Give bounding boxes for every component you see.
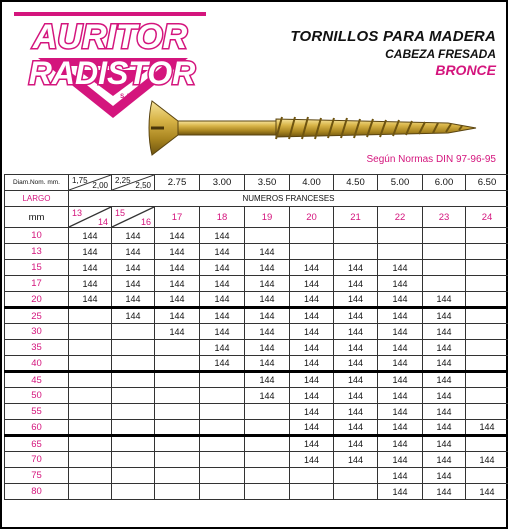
- quantity-cell: [466, 340, 508, 356]
- quantity-cell: 144: [155, 244, 200, 260]
- quantity-cell: [69, 420, 112, 436]
- diameter-row: [5, 175, 508, 191]
- quantity-cell: 144: [200, 308, 245, 324]
- quantity-cell: 144: [200, 340, 245, 356]
- table-row: [5, 468, 508, 484]
- quantity-cell: 144: [334, 420, 378, 436]
- table-row: [5, 404, 508, 420]
- length-cell: 45: [5, 372, 69, 388]
- numeros-label: NUMEROS FRANCESES: [69, 191, 508, 207]
- length-cell: 10: [5, 228, 69, 244]
- quantity-cell: [423, 276, 466, 292]
- quantity-cell: 144: [423, 308, 466, 324]
- quantity-cell: 144: [112, 292, 155, 308]
- quantity-cell: [200, 388, 245, 404]
- number-cell: 20: [290, 207, 334, 228]
- quantity-cell: 144: [290, 324, 334, 340]
- length-cell: 70: [5, 452, 69, 468]
- quantity-cell: 144: [69, 260, 112, 276]
- quantity-cell: [69, 372, 112, 388]
- quantity-cell: [112, 388, 155, 404]
- quantity-cell: [290, 484, 334, 500]
- quantity-cell: 144: [334, 276, 378, 292]
- length-cell: 50: [5, 388, 69, 404]
- quantity-cell: 144: [290, 452, 334, 468]
- quantity-cell: 144: [245, 292, 290, 308]
- length-cell: 75: [5, 468, 69, 484]
- quantity-cell: 144: [245, 308, 290, 324]
- num-split-bottom: 14: [97, 217, 108, 227]
- quantity-cell: 144: [334, 388, 378, 404]
- quantity-cell: 144: [378, 356, 423, 372]
- largo-label: LARGO: [5, 191, 69, 207]
- quantity-cell: 144: [423, 324, 466, 340]
- quantity-cell: 144: [69, 292, 112, 308]
- length-cell: 15: [5, 260, 69, 276]
- quantity-cell: [466, 356, 508, 372]
- table-row: [5, 420, 508, 436]
- quantity-cell: 144: [155, 308, 200, 324]
- quantity-cell: [245, 228, 290, 244]
- number-cell: 24: [466, 207, 508, 228]
- quantity-cell: 144: [290, 308, 334, 324]
- diameter-cell: 3.50: [245, 175, 290, 191]
- quantity-cell: 144: [423, 484, 466, 500]
- number-cell: 22: [378, 207, 423, 228]
- table-row: [5, 484, 508, 500]
- num-split-top: 15: [115, 208, 126, 218]
- quantity-cell: 144: [378, 324, 423, 340]
- material-label: BRONCE: [435, 62, 496, 78]
- quantity-cell: [245, 404, 290, 420]
- num-split-top: 13: [72, 208, 83, 218]
- quantity-cell: 144: [334, 340, 378, 356]
- diameter-cell: 3.00: [200, 175, 245, 191]
- table-row: [5, 436, 508, 452]
- quantity-cell: [466, 276, 508, 292]
- quantity-cell: 144: [423, 468, 466, 484]
- quantity-cell: 144: [423, 404, 466, 420]
- quantity-cell: [200, 420, 245, 436]
- quantity-cell: [334, 484, 378, 500]
- table-row: [5, 356, 508, 372]
- quantity-cell: [112, 452, 155, 468]
- quantity-cell: 144: [245, 324, 290, 340]
- quantity-cell: 144: [290, 420, 334, 436]
- diameter-cell: 2.75: [155, 175, 200, 191]
- quantity-cell: [466, 468, 508, 484]
- quantity-cell: [334, 244, 378, 260]
- quantity-cell: 144: [112, 244, 155, 260]
- quantity-cell: 144: [423, 356, 466, 372]
- quantity-cell: [466, 372, 508, 388]
- table-row: [5, 388, 508, 404]
- screw-illustration: [148, 97, 482, 159]
- quantity-cell: [466, 308, 508, 324]
- quantity-cell: 144: [245, 276, 290, 292]
- quantity-cell: [112, 420, 155, 436]
- quantity-cell: 144: [290, 260, 334, 276]
- diameter-cell: 5.00: [378, 175, 423, 191]
- quantity-cell: 144: [200, 324, 245, 340]
- quantity-cell: [155, 372, 200, 388]
- diam-split-top: 1,75: [72, 176, 88, 185]
- quantity-cell: 144: [334, 356, 378, 372]
- quantity-cell: [423, 260, 466, 276]
- quantity-cell: 144: [200, 260, 245, 276]
- quantity-cell: [378, 244, 423, 260]
- diam-split-bottom: 2,00: [92, 181, 108, 190]
- quantity-cell: 144: [423, 340, 466, 356]
- quantity-cell: 144: [245, 356, 290, 372]
- quantity-cell: [466, 260, 508, 276]
- quantity-cell: 144: [200, 356, 245, 372]
- page-subtitle: CABEZA FRESADA: [385, 47, 496, 61]
- quantity-cell: [112, 372, 155, 388]
- diam-label: Diam.Nom. mm.: [5, 175, 69, 191]
- table-row: [5, 308, 508, 324]
- quantity-cell: 144: [334, 436, 378, 452]
- quantity-cell: [423, 244, 466, 260]
- quantity-cell: [112, 324, 155, 340]
- quantity-cell: [200, 436, 245, 452]
- mm-label: mm: [5, 207, 69, 228]
- diameter-cell: 6.00: [423, 175, 466, 191]
- quantity-cell: [245, 420, 290, 436]
- quantity-cell: [155, 484, 200, 500]
- quantity-cell: [378, 228, 423, 244]
- table-row: [5, 260, 508, 276]
- brand-bottom-text: RADISTOR: [28, 55, 196, 91]
- diam-split-bottom: 2,50: [135, 181, 151, 190]
- quantity-cell: 144: [378, 372, 423, 388]
- quantity-cell: [69, 468, 112, 484]
- quantity-cell: [155, 404, 200, 420]
- quantity-cell: 144: [69, 276, 112, 292]
- length-cell: 30: [5, 324, 69, 340]
- quantity-cell: 144: [290, 372, 334, 388]
- quantity-cell: [112, 484, 155, 500]
- number-cell: 18: [200, 207, 245, 228]
- quantity-cell: 144: [290, 388, 334, 404]
- quantity-cell: [69, 324, 112, 340]
- quantity-cell: [155, 340, 200, 356]
- quantity-cell: 144: [155, 228, 200, 244]
- diam-split-cell: [69, 175, 112, 191]
- quantity-cell: [112, 404, 155, 420]
- diameter-cell: 4.50: [334, 175, 378, 191]
- quantity-cell: [69, 404, 112, 420]
- quantity-cell: [334, 228, 378, 244]
- num-split-cell: [112, 207, 155, 228]
- quantity-cell: 144: [155, 260, 200, 276]
- quantity-cell: 144: [334, 260, 378, 276]
- quantity-cell: 144: [245, 260, 290, 276]
- quantity-cell: [466, 292, 508, 308]
- quantity-cell: 144: [245, 372, 290, 388]
- quantity-cell: 144: [290, 356, 334, 372]
- quantity-cell: [112, 436, 155, 452]
- quantity-cell: [200, 484, 245, 500]
- quantity-cell: [423, 228, 466, 244]
- quantity-cell: [245, 468, 290, 484]
- quantity-cell: [290, 228, 334, 244]
- quantity-cell: 144: [378, 484, 423, 500]
- quantity-cell: 144: [200, 244, 245, 260]
- length-cell: 60: [5, 420, 69, 436]
- quantity-cell: 144: [69, 244, 112, 260]
- quantity-cell: 144: [200, 228, 245, 244]
- quantity-cell: [290, 468, 334, 484]
- table-row: [5, 324, 508, 340]
- quantity-cell: 144: [334, 372, 378, 388]
- length-cell: 20: [5, 292, 69, 308]
- quantity-cell: 144: [200, 276, 245, 292]
- quantity-cell: [200, 468, 245, 484]
- quantity-cell: 144: [466, 484, 508, 500]
- table-row: [5, 228, 508, 244]
- quantity-cell: 144: [378, 292, 423, 308]
- quantity-cell: [69, 436, 112, 452]
- quantity-cell: [155, 388, 200, 404]
- quantity-cell: 144: [378, 308, 423, 324]
- quantity-cell: 144: [155, 324, 200, 340]
- diam-split-cell: [112, 175, 155, 191]
- quantity-cell: 144: [245, 388, 290, 404]
- number-cell: 21: [334, 207, 378, 228]
- quantity-cell: [334, 468, 378, 484]
- quantity-cell: 144: [200, 292, 245, 308]
- quantity-cell: 144: [466, 452, 508, 468]
- quantity-cell: 144: [112, 228, 155, 244]
- diameter-cell: 6.50: [466, 175, 508, 191]
- quantity-cell: [245, 436, 290, 452]
- quantity-cell: 144: [378, 388, 423, 404]
- quantity-cell: 144: [378, 436, 423, 452]
- brand-top-text: AURITOR: [32, 18, 188, 56]
- length-cell: 40: [5, 356, 69, 372]
- quantity-cell: 144: [423, 452, 466, 468]
- quantity-cell: [69, 452, 112, 468]
- length-cell: 80: [5, 484, 69, 500]
- number-cell: 23: [423, 207, 466, 228]
- quantity-cell: [466, 324, 508, 340]
- diam-split-top: 2,25: [115, 176, 131, 185]
- quantity-cell: [245, 484, 290, 500]
- quantity-cell: 144: [112, 276, 155, 292]
- quantity-cell: 144: [423, 420, 466, 436]
- quantity-cell: [466, 404, 508, 420]
- quantity-cell: 144: [423, 372, 466, 388]
- quantity-cell: [69, 340, 112, 356]
- number-cell: 17: [155, 207, 200, 228]
- quantity-cell: [245, 452, 290, 468]
- quantity-cell: [69, 356, 112, 372]
- quantity-cell: 144: [334, 324, 378, 340]
- quantity-cell: 144: [334, 404, 378, 420]
- quantity-cell: 144: [334, 292, 378, 308]
- quantity-cell: 144: [423, 388, 466, 404]
- length-cell: 17: [5, 276, 69, 292]
- quantity-cell: 144: [290, 436, 334, 452]
- quantity-cell: 144: [334, 308, 378, 324]
- length-cell: 25: [5, 308, 69, 324]
- quantity-cell: [112, 340, 155, 356]
- table-row: [5, 452, 508, 468]
- quantity-cell: [155, 452, 200, 468]
- quantity-cell: 144: [69, 228, 112, 244]
- quantity-cell: 144: [378, 404, 423, 420]
- quantity-cell: [290, 244, 334, 260]
- size-table: [4, 174, 508, 500]
- title-block: [290, 28, 496, 78]
- table-row: [5, 244, 508, 260]
- quantity-cell: 144: [112, 260, 155, 276]
- quantity-cell: [466, 436, 508, 452]
- quantity-cell: 144: [245, 244, 290, 260]
- quantity-cell: 144: [245, 340, 290, 356]
- num-split-cell: [69, 207, 112, 228]
- quantity-cell: 144: [334, 452, 378, 468]
- length-cell: 13: [5, 244, 69, 260]
- quantity-cell: 144: [290, 404, 334, 420]
- quantity-cell: [155, 468, 200, 484]
- length-cell: 35: [5, 340, 69, 356]
- quantity-cell: [155, 356, 200, 372]
- table-row: [5, 372, 508, 388]
- quantity-cell: [200, 452, 245, 468]
- quantity-cell: 144: [378, 260, 423, 276]
- quantity-cell: 144: [378, 468, 423, 484]
- quantity-cell: 144: [290, 340, 334, 356]
- table-row: [5, 292, 508, 308]
- largo-row: [5, 191, 508, 207]
- num-split-bottom: 16: [140, 217, 151, 227]
- quantity-cell: [112, 356, 155, 372]
- quantity-cell: 144: [378, 340, 423, 356]
- quantity-cell: 144: [155, 292, 200, 308]
- number-row: [5, 207, 508, 228]
- quantity-cell: 144: [466, 420, 508, 436]
- length-cell: 55: [5, 404, 69, 420]
- table-row: [5, 340, 508, 356]
- quantity-cell: [155, 420, 200, 436]
- quantity-cell: [155, 436, 200, 452]
- brand-sa-text: S.A.: [120, 94, 132, 100]
- number-cell: 19: [245, 207, 290, 228]
- quantity-cell: 144: [378, 420, 423, 436]
- page-title: TORNILLOS PARA MADERA: [290, 28, 496, 45]
- quantity-cell: [69, 484, 112, 500]
- quantity-cell: 144: [290, 292, 334, 308]
- quantity-cell: [200, 372, 245, 388]
- quantity-cell: 144: [378, 452, 423, 468]
- quantity-cell: [69, 388, 112, 404]
- quantity-cell: [466, 244, 508, 260]
- quantity-cell: 144: [112, 308, 155, 324]
- quantity-cell: 144: [423, 436, 466, 452]
- table-row: [5, 276, 508, 292]
- diameter-cell: 4.00: [290, 175, 334, 191]
- quantity-cell: [112, 468, 155, 484]
- quantity-cell: [69, 308, 112, 324]
- quantity-cell: 144: [290, 276, 334, 292]
- quantity-cell: [200, 404, 245, 420]
- quantity-cell: 144: [155, 276, 200, 292]
- quantity-cell: [466, 228, 508, 244]
- length-cell: 65: [5, 436, 69, 452]
- quantity-cell: [466, 388, 508, 404]
- quantity-cell: 144: [378, 276, 423, 292]
- quantity-cell: 144: [423, 292, 466, 308]
- norm-label: Según Normas DIN 97-96-95: [366, 154, 496, 165]
